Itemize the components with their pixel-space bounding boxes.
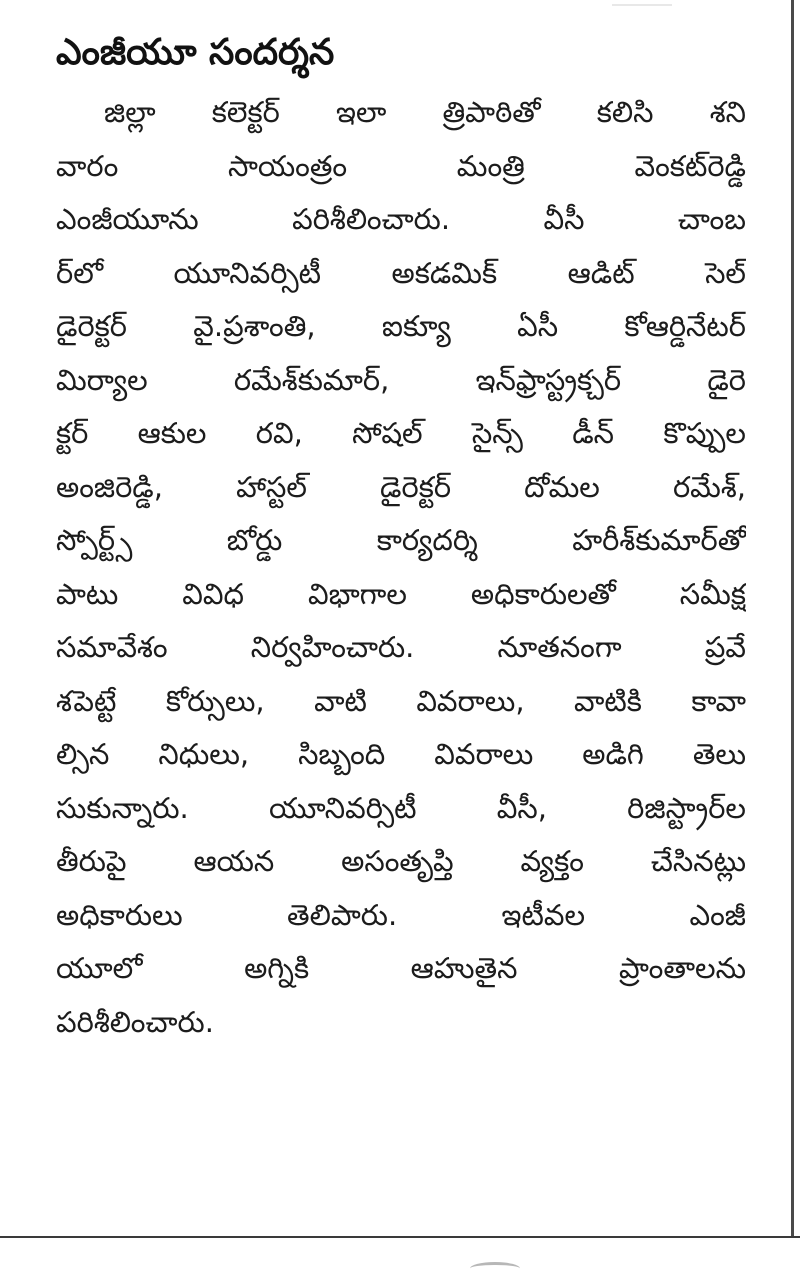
article-body-line: ర్‌లో యూనివర్సిటీ అకడమిక్ ఆడిట్ సెల్ <box>56 255 746 290</box>
article-body-line: ఎంజీయూను పరిశీలించారు. వీసీ చాంబ <box>56 202 746 236</box>
article-body-line: జిల్లా కలెక్టర్ ఇలా త్రిపాఠితో కలిసి శని <box>104 95 746 129</box>
article-body-line: అంజిరెడ్డి, హాస్టల్ డైరెక్టర్ దోమల రమేశ్, <box>56 469 746 504</box>
article-body-line: క్టర్ ఆకుల రవి, సోషల్ సైన్స్ డీన్ కొప్పుల <box>56 416 746 450</box>
article-body-line: డైరెక్టర్ వై.ప్రశాంతి, ఐక్యూ ఏసీ కోఆర్డినేటర్ <box>56 309 746 343</box>
column-divider-right <box>791 0 794 1236</box>
article-body-line: స్పోర్ట్స్ బోర్డు కార్యదర్శి హరీశ్‌కుమార్‌తో <box>56 523 746 557</box>
article-body-line: అధికారులు తెలిపారు. ఇటీవల ఎంజీ <box>56 897 746 932</box>
article-body-line: పాటు వివిధ విభాగాల అధికారులతో సమీక్ష <box>56 576 746 611</box>
adjacent-article-fragment-bottom <box>470 1262 520 1270</box>
article-body-line: శపెట్టే కోర్సులు, వాటి వివరాలు, వాటికి కావా <box>56 683 746 718</box>
article-bottom-divider <box>0 1236 800 1238</box>
article-body-line: ల్సిన నిధులు, సిబ్బంది వివరాలు అడిగి తెలు <box>56 737 746 771</box>
article-body-line: సుకున్నారు. యూనివర్సిటీ వీసీ, రిజిస్ట్రార్‌ల <box>56 790 746 825</box>
article-body-line: యూలో అగ్నికి ఆహుతైన ప్రాంతాలను <box>56 951 746 985</box>
news-article <box>56 20 746 1049</box>
article-body <box>56 86 746 1049</box>
article-headline: ఎంజీయూ సందర్శన <box>56 32 335 73</box>
adjacent-article-fragment-top <box>612 0 672 6</box>
article-body-line: పరిశీలించారు. <box>56 1004 214 1039</box>
article-body-line: సమావేశం నిర్వహించారు. నూతనంగా ప్రవే <box>56 630 746 664</box>
article-body-line: వారం సాయంత్రం మంత్రి వెంకట్‌రెడ్డి <box>56 148 746 183</box>
article-body-line: మిర్యాల రమేశ్‌కుమార్, ఇన్‌ఫ్రాస్ట్రక్చర్ డైరె <box>56 362 746 397</box>
article-body-line: తీరుపై ఆయన అసంతృప్తి వ్యక్తం చేసినట్లు <box>56 844 746 878</box>
